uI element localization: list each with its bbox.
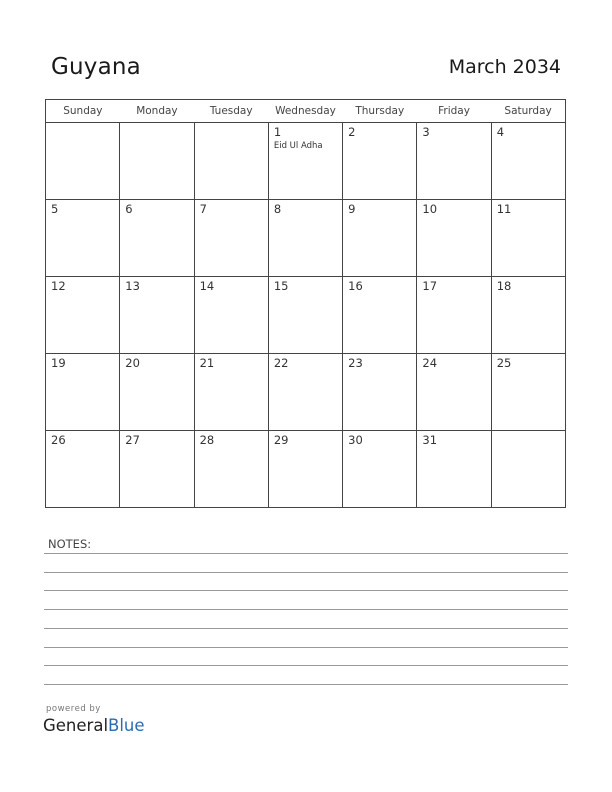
day-cell bbox=[46, 200, 120, 277]
day-cell bbox=[491, 123, 565, 200]
day-cell bbox=[268, 354, 342, 431]
note-line bbox=[44, 553, 568, 554]
day-number: 1 bbox=[273, 125, 282, 139]
day-number bbox=[195, 123, 268, 125]
day-number: 17 bbox=[422, 279, 438, 293]
day-cell bbox=[343, 431, 417, 508]
note-line bbox=[44, 647, 568, 648]
day-cell bbox=[417, 200, 491, 277]
day-cell bbox=[120, 277, 194, 354]
weekday-sunday: Sunday bbox=[46, 100, 120, 123]
day-cell bbox=[120, 200, 194, 277]
note-line bbox=[44, 572, 568, 573]
day-cell bbox=[417, 277, 491, 354]
day-number: 24 bbox=[422, 356, 438, 370]
notes-label: NOTES: bbox=[48, 537, 92, 551]
day-cell bbox=[268, 277, 342, 354]
note-line bbox=[44, 628, 568, 629]
note-line bbox=[44, 609, 568, 610]
day-number: 23 bbox=[348, 356, 363, 370]
day-number bbox=[492, 431, 565, 433]
day-number: 11 bbox=[496, 202, 512, 216]
day-number: 8 bbox=[273, 202, 282, 216]
note-line bbox=[44, 684, 568, 685]
weekday-header-row bbox=[46, 100, 566, 123]
day-number: 30 bbox=[348, 433, 363, 447]
week-row bbox=[46, 354, 566, 431]
week-row bbox=[46, 200, 566, 277]
logo-blue-text: Blue bbox=[108, 716, 145, 735]
day-cell bbox=[343, 277, 417, 354]
weekday-saturday: Saturday bbox=[491, 100, 565, 123]
day-cell bbox=[268, 431, 342, 508]
day-cell bbox=[46, 354, 120, 431]
day-cell bbox=[343, 354, 417, 431]
logo-general-text: General bbox=[43, 716, 109, 735]
day-cell bbox=[417, 431, 491, 508]
day-number: 21 bbox=[199, 356, 215, 370]
day-cell bbox=[194, 123, 268, 200]
day-cell bbox=[491, 431, 565, 508]
day-number: 26 bbox=[51, 433, 66, 447]
weekday-thursday: Thursday bbox=[343, 100, 417, 123]
day-number bbox=[120, 123, 193, 125]
day-cell bbox=[417, 123, 491, 200]
day-cell bbox=[491, 200, 565, 277]
day-number: 14 bbox=[199, 279, 215, 293]
day-number: 20 bbox=[125, 356, 140, 370]
day-number: 29 bbox=[273, 433, 289, 447]
day-cell bbox=[194, 200, 268, 277]
day-number: 4 bbox=[496, 125, 505, 139]
week-row bbox=[46, 277, 566, 354]
day-cell bbox=[268, 200, 342, 277]
day-cell bbox=[120, 431, 194, 508]
day-number: 25 bbox=[496, 356, 512, 370]
day-cell bbox=[194, 354, 268, 431]
country-title: Guyana bbox=[51, 54, 141, 80]
day-cell bbox=[120, 354, 194, 431]
weekday-monday: Monday bbox=[120, 100, 194, 123]
powered-by-text: powered by bbox=[46, 704, 101, 714]
day-number: 19 bbox=[51, 356, 66, 370]
day-cell bbox=[343, 123, 417, 200]
day-cell bbox=[491, 277, 565, 354]
calendar-grid bbox=[45, 99, 566, 508]
day-number: 7 bbox=[199, 202, 207, 216]
holiday-label: Eid Ul Adha bbox=[273, 141, 323, 151]
day-number: 9 bbox=[348, 202, 356, 216]
note-line bbox=[44, 590, 568, 591]
week-row bbox=[46, 123, 566, 200]
day-cell bbox=[194, 277, 268, 354]
day-number: 22 bbox=[273, 356, 289, 370]
day-cell bbox=[491, 354, 565, 431]
day-number: 10 bbox=[422, 202, 438, 216]
day-cell bbox=[46, 277, 120, 354]
day-number: 31 bbox=[422, 433, 438, 447]
day-number: 5 bbox=[51, 202, 59, 216]
day-cell bbox=[120, 123, 194, 200]
day-number: 3 bbox=[422, 125, 430, 139]
day-cell bbox=[268, 123, 342, 200]
day-number: 18 bbox=[496, 279, 512, 293]
day-number: 6 bbox=[125, 202, 133, 216]
day-number: 13 bbox=[125, 279, 140, 293]
note-line bbox=[44, 665, 568, 666]
day-number: 16 bbox=[348, 279, 363, 293]
day-cell bbox=[46, 431, 120, 508]
weekday-wednesday: Wednesday bbox=[268, 100, 342, 123]
day-number: 27 bbox=[125, 433, 140, 447]
day-number: 12 bbox=[51, 279, 66, 293]
day-cell bbox=[46, 123, 120, 200]
weekday-tuesday: Tuesday bbox=[194, 100, 268, 123]
day-number bbox=[46, 123, 119, 125]
day-number: 2 bbox=[348, 125, 356, 139]
day-cell bbox=[417, 354, 491, 431]
generalblue-logo bbox=[43, 716, 145, 735]
day-number: 15 bbox=[273, 279, 289, 293]
day-cell bbox=[343, 200, 417, 277]
weekday-friday: Friday bbox=[417, 100, 491, 123]
month-year-title: March 2034 bbox=[448, 56, 561, 78]
week-row bbox=[46, 431, 566, 508]
day-number: 28 bbox=[199, 433, 215, 447]
day-cell bbox=[194, 431, 268, 508]
